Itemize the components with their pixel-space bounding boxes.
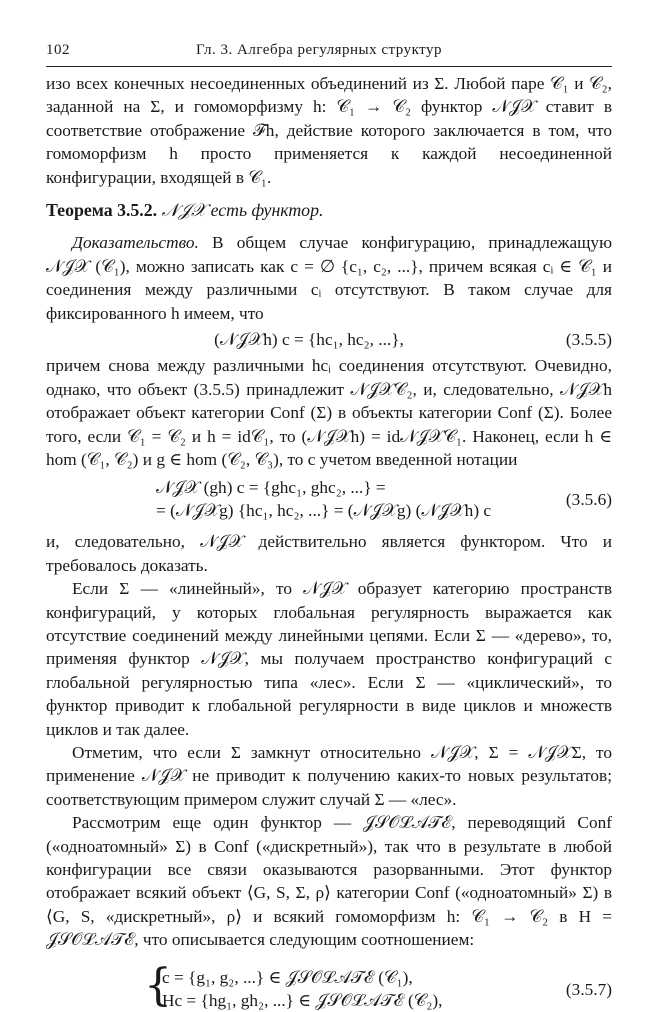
theorem [46,199,612,222]
equation-3-5-6-line-2: = (𝒩𝒥𝒳g) {hc₁, hc₂, ...} = (𝒩𝒥𝒳g) (𝒩𝒥𝒳h) c [156,500,492,520]
paragraph-continuation: изо всех конечных несоединенных объединений из Σ. Любой паре 𝒞₁ и 𝒞₂, заданной на Σ, и гомоморфизму h: 𝒞₁ → 𝒞₂ функтор 𝒩𝒥𝒳 ставит в соответствие отображение ℱh, действие которого заключается в том, что гомоморфизм h просто применяется к каждой несоединенной конфигурации, входящей в 𝒞₁. [46,74,612,187]
left-brace: { [144,959,172,1011]
equation-3-5-7-line-1: c = {g₁, g₂, ...} ∈ 𝒥𝒮𝒪ℒ𝒜𝒯ℰ (𝒞₁), [162,967,413,987]
equation-3-5-7-line-2: Hc = {hg₁, gh₂, ...} ∈ 𝒥𝒮𝒪ℒ𝒜𝒯ℰ (𝒞₂), [162,991,443,1011]
equation-3-5-6-line-1: 𝒩𝒥𝒳 (gh) c = {ghc₁, ghc₂, ...} = [156,477,386,497]
equation-3-5-5-body: (𝒩𝒥𝒳h) c = {hc₁, hc₂, ...}, [214,330,404,350]
running-title: Гл. 3. Алгебра регулярных структур [196,42,443,58]
proof-label: Доказательство. [72,233,199,253]
running-header [46,40,612,67]
equation-3-5-6 [46,476,612,523]
paragraph: и, следовательно, 𝒩𝒥𝒳 действительно является функтором. Что и требовалось доказать. [46,532,612,575]
main-text [46,72,612,1012]
paragraph: Рассмотрим еще один функтор — 𝒥𝒮𝒪ℒ𝒜𝒯ℰ, переводящий Conf («одноатомный» Σ) в Conf («дискретный»), так что в результате в любой конфигурации все связи оказываются разорванными. Этот функтор отображает всякий объект ⟨G, S, Σ, ρ⟩ категории Conf («одноатомный» Σ) в ⟨G, S, «дискретный», ρ⟩ и всякий гомоморфизм h: 𝒞₁ → 𝒞₂ в H = 𝒥𝒮𝒪ℒ𝒜𝒯ℰ, что описывается следующим соотношением: [46,813,612,950]
page-number: 102 [46,42,70,58]
paragraph: Если Σ — «линейный», то 𝒩𝒥𝒳 образует категорию пространств конфигураций, у которых глобальная регулярность выражается как отсутствие соединений между линейными цепями. Если Σ — «дерево», то, применяя функтор 𝒩𝒥𝒳, мы получаем пространство конфигураций с глобальной регулярностью типа «лес». Если Σ — «циклический», то функтор приводит к глобальной регулярности в виде циклов и множеств циклов и так далее. [46,579,612,739]
proof-text: В общем случае конфигурацию, принадлежащую 𝒩𝒥𝒳 (𝒞₁), можно записать как c = ∅ {c₁, c₂, ...}, причем всякая cᵢ ∈ 𝒞₁ и соединения между различными cᵢ отсутствуют. В таком случае для фиксированного h имеем, что [46,233,612,323]
proof-paragraph [46,231,612,325]
paragraph: Отметим, что если Σ замкнут относительно 𝒩𝒥𝒳, Σ = 𝒩𝒥𝒳Σ, то применение 𝒩𝒥𝒳 не приводит к получению каких-то новых результатов; соответствующим примером служит случай Σ — «лес». [46,742,612,809]
theorem-statement: 𝒩𝒥𝒳 есть функтор. [161,200,324,221]
equation-number: (3.5.5) [565,330,612,350]
paragraph: причем снова между различными hcᵢ соединения отсутствуют. Очевидно, однако, что объект (3.5.5) принадлежит 𝒩𝒥𝒳𝒞₂, и, следовательно, 𝒩𝒥𝒳h отображает объект категории Conf (Σ) в объекты категории Conf (Σ). Более того, если 𝒞₁ = 𝒞₂ и h = id𝒞₁, то (𝒩𝒥𝒳h) = id𝒩𝒥𝒳𝒞₁. Наконец, если h ∈ hom (𝒞₁, 𝒞₂) и g ∈ hom (𝒞₂, 𝒞₃), то с учетом введенной нотации [46,356,612,470]
equation-3-5-7 [46,959,612,1012]
equation-number: (3.5.7) [565,979,612,999]
equation-number: (3.5.6) [565,489,612,509]
equation-3-5-5 [46,328,612,351]
theorem-label: Теорема 3.5.2. [46,200,158,221]
